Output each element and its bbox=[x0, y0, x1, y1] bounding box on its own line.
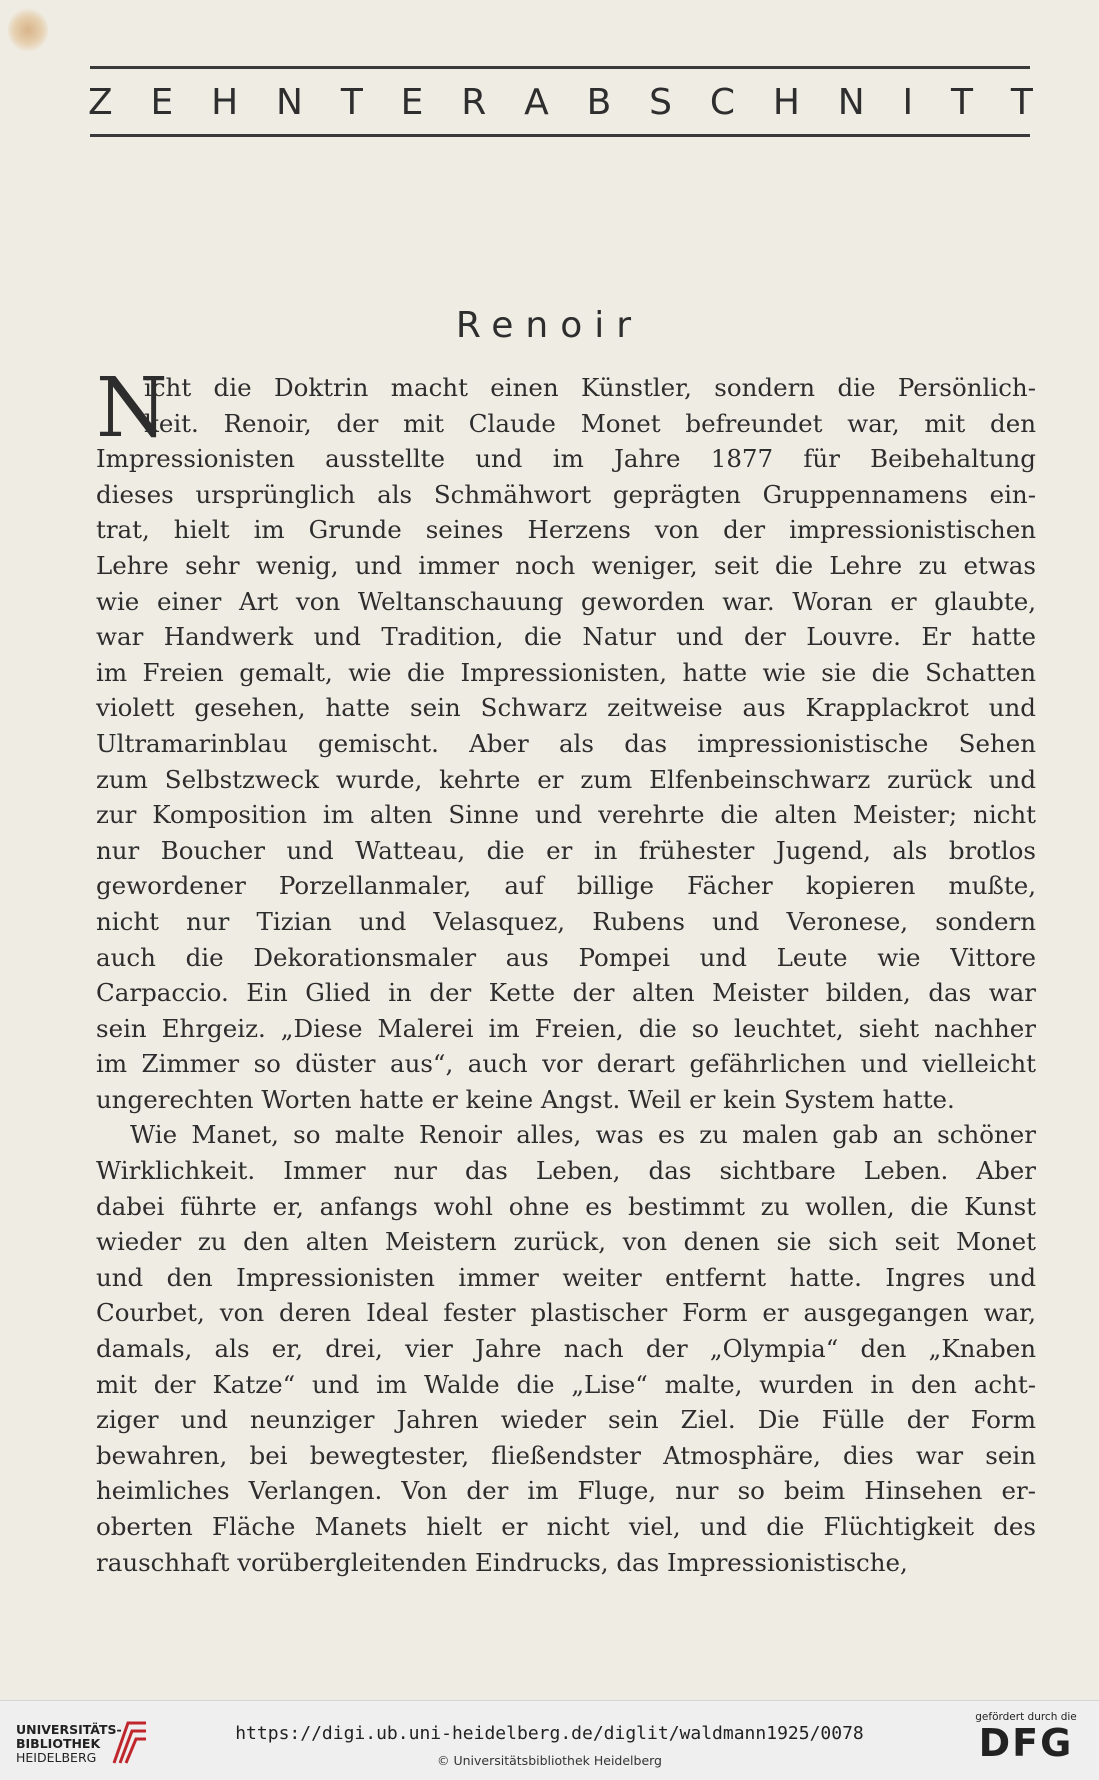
dfg-logo: DFG bbox=[978, 1721, 1074, 1765]
text-line: oberten Fläche Manets hielt er nicht viel, und die Flüchtigkeit des bbox=[96, 1512, 1036, 1541]
heading-letter: T bbox=[1010, 82, 1033, 123]
copyright-notice: © Universitätsbibliothek Heidelberg bbox=[436, 1753, 662, 1768]
text-line: wie einer Art von Weltanschauung geworden war. Woran er glaubte, bbox=[96, 586, 1036, 616]
heading-letter: E bbox=[150, 82, 174, 123]
text-line: heimliches Verlangen. Von der im Fluge, nur so beim Hinsehen er- bbox=[96, 1476, 1036, 1506]
heading-letter: S bbox=[649, 82, 672, 123]
text-line: Impressionisten ausstellte und im Jahre 1877 für Beibehaltung bbox=[96, 444, 1036, 474]
text-line: dabei führte er, anfangs wohl ohne es bestimmt zu wollen, die Kunst bbox=[96, 1191, 1036, 1221]
text-line: auch die Dekorationsmaler aus Pompei und Leute wie Vittore bbox=[96, 942, 1036, 972]
text-line: bewahren, bei bewegtester, fließendster Atmosphäre, dies war sein bbox=[96, 1440, 1036, 1470]
heading-letter: C bbox=[709, 82, 735, 123]
heading-letter: A bbox=[524, 82, 549, 123]
sponsor-label: gefördert durch die bbox=[975, 1711, 1077, 1723]
text-line: zur Komposition im alten Sinne und verehrte die alten Meister; nicht bbox=[96, 800, 1036, 830]
text-line: trat, hielt im Grunde seines Herzens von der impressionistischen bbox=[96, 515, 1036, 545]
document-url[interactable] bbox=[0, 1723, 1099, 1744]
heading-letter: H bbox=[211, 82, 239, 123]
text-line: ungerechten Worten hatte er keine Angst. Weil er kein System hatte. bbox=[96, 1084, 955, 1114]
library-name-line1: UNIVERSITÄTS- bbox=[16, 1722, 122, 1737]
text-line: Wirklichkeit. Immer nur das Leben, das sichtbare Leben. Aber bbox=[96, 1156, 1036, 1186]
text-line: keit. Renoir, der mit Claude Monet befreundet war, mit den bbox=[144, 408, 1036, 438]
text-line: Ultramarinblau gemischt. Aber als das impressionistische Sehen bbox=[96, 728, 1036, 758]
text-line: violett gesehen, hatte sein Schwarz zeitweise aus Krapplackrot und bbox=[96, 693, 1036, 723]
heading-letter: N bbox=[276, 82, 303, 123]
text-line: sein Ehrgeiz. „Diese Malerei im Freien, die so leuchtet, sieht nachher bbox=[96, 1013, 1036, 1043]
text-line: Wie Manet, so malte Renoir alles, was es zu malen gab an schöner bbox=[130, 1120, 1036, 1150]
text-line: im Zimmer so düster aus“, auch vor derart gefährlichen und vielleicht bbox=[96, 1049, 1036, 1079]
dfg-sponsor[interactable] bbox=[971, 1711, 1081, 1763]
top-rule bbox=[90, 66, 1030, 69]
text-line: gewordener Porzellanmaler, auf billige Fächer kopieren mußte, bbox=[96, 871, 1036, 901]
text-line: nicht nur Tizian und Velasquez, Rubens und Veronese, sondern bbox=[96, 906, 1036, 936]
text-line: ziger und neunziger Jahren wieder sein Ziel. Die Fülle der Form bbox=[96, 1405, 1036, 1435]
text-line: damals, als er, drei, vier Jahre nach der „Olympia“ den „Knaben bbox=[96, 1334, 1036, 1364]
heading-letter: I bbox=[902, 82, 914, 123]
heading-letter: B bbox=[586, 82, 612, 123]
document-url-link[interactable]: https://digi.ub.uni-heidelberg.de/diglit/waldmann1925/0078 bbox=[235, 1723, 864, 1744]
paper-stain bbox=[8, 8, 48, 52]
heading-letter: T bbox=[951, 82, 973, 123]
text-line: war Handwerk und Tradition, die Natur und der Louvre. Er hatte bbox=[96, 622, 1036, 652]
body-text bbox=[96, 361, 1036, 1580]
text-line: Lehre sehr wenig, und immer noch weniger, seit die Lehre zu etwas bbox=[96, 550, 1036, 580]
heading-letter: T bbox=[340, 82, 363, 123]
section-heading bbox=[88, 80, 1033, 126]
text-line: wieder zu den alten Meistern zurück, von denen sie sich seit Monet bbox=[96, 1227, 1036, 1257]
text-line: mit der Katze“ und im Walde die „Lise“ malte, wurden in den acht- bbox=[96, 1369, 1036, 1399]
heading-letter: R bbox=[461, 82, 487, 123]
text-line: und den Impressionisten immer weiter entfernt hatte. Ingres und bbox=[96, 1262, 1036, 1292]
library-name-line2: BIBLIOTHEK bbox=[16, 1736, 101, 1751]
text-line: Carpaccio. Ein Glied in der Kette der alten Meister bilden, das war bbox=[96, 978, 1036, 1008]
text-line: zum Selbstzweck wurde, kehrte er zum Elfenbeinschwarz zurück und bbox=[96, 764, 1036, 794]
text-line: im Freien gemalt, wie die Impressionisten, hatte wie sie die Schatten bbox=[96, 657, 1036, 687]
text-line: Courbet, von deren Ideal fester plastischer Form er ausgegangen war, bbox=[96, 1298, 1036, 1328]
heading-letter: Z bbox=[88, 82, 113, 123]
heading-letter: N bbox=[837, 82, 865, 123]
text-line: nur Boucher und Watteau, die er in frühester Jugend, als brotlos bbox=[96, 835, 1036, 865]
text-line: icht die Doktrin macht einen Künstler, sondern die Persönlich- bbox=[144, 373, 1036, 402]
chapter-title: Renoir bbox=[455, 305, 644, 346]
bottom-rule bbox=[90, 134, 1030, 137]
text-line: dieses ursprünglich als Schmähwort geprägten Gruppennamens ein- bbox=[96, 479, 1036, 509]
drop-cap: N bbox=[96, 361, 168, 456]
heading-letter: H bbox=[772, 82, 800, 123]
library-name-line3: HEIDELBERG bbox=[16, 1750, 97, 1765]
heading-letter: E bbox=[400, 82, 424, 123]
footer-bar bbox=[0, 1700, 1099, 1780]
text-line: rauschhaft vorübergleitenden Eindrucks, das Impressionistische, bbox=[96, 1547, 908, 1577]
